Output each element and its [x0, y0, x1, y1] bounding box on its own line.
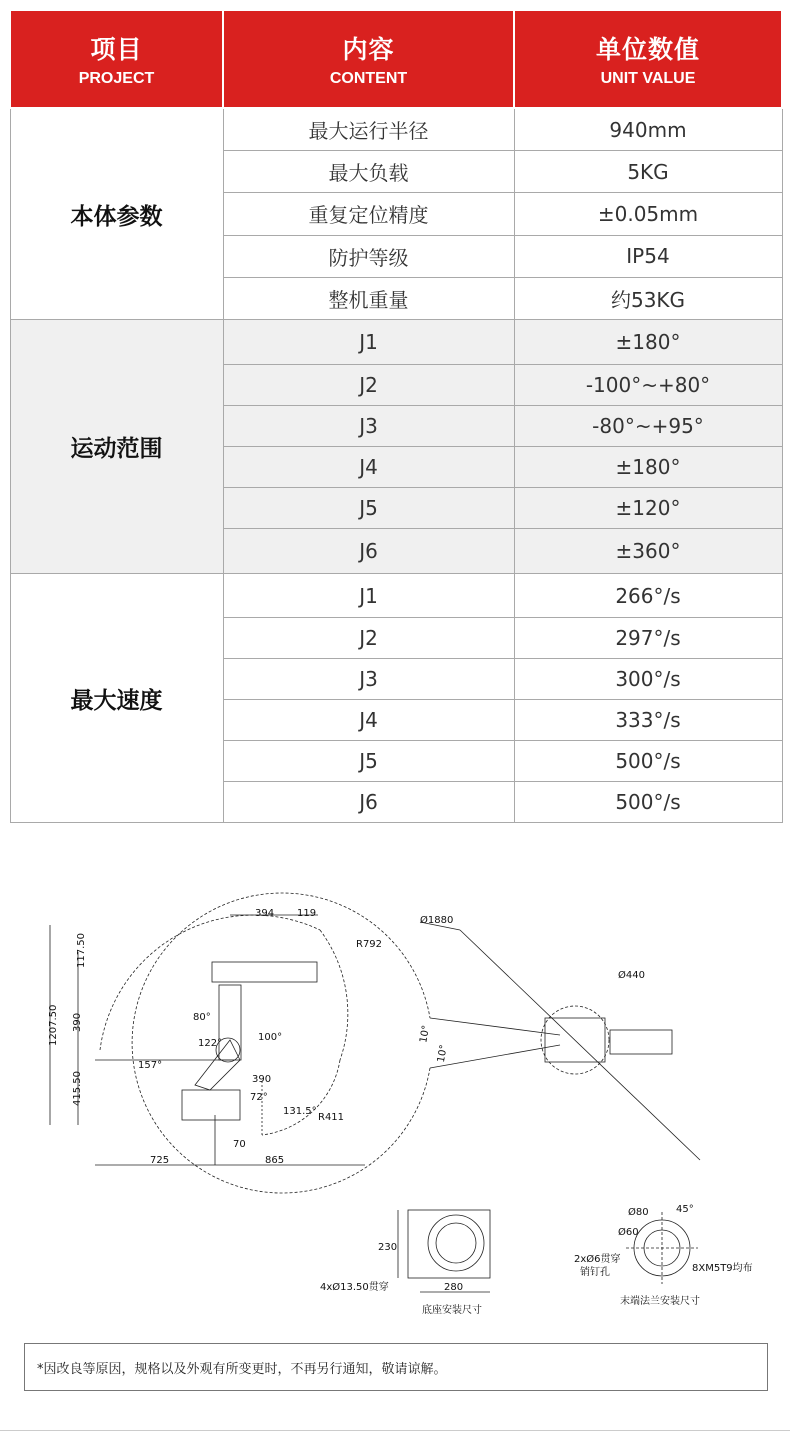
angle-80: 80° [193, 1012, 211, 1023]
dim-280: 280 [444, 1282, 464, 1293]
row-item: 重复定位精度 [223, 193, 514, 235]
category-motion-range: 运动范围 [10, 320, 223, 574]
angle-131: 131.5° [283, 1106, 317, 1117]
reach-arc [100, 915, 320, 1050]
base-caption: 底座安装尺寸 [422, 1305, 482, 1316]
row-item: J4 [223, 700, 514, 741]
flange-d60: Ø60 [618, 1227, 639, 1238]
header-project [10, 10, 223, 108]
flange-thread-note: 8XM5T9均布 [692, 1263, 753, 1274]
table-row [10, 108, 782, 151]
header-value-zh: 单位数值 [595, 35, 700, 64]
limit-line-upper [430, 1018, 560, 1035]
dim-r411: R411 [318, 1112, 345, 1123]
dim-230: 230 [378, 1242, 398, 1253]
header-content [223, 10, 514, 108]
base-mount-drawing [398, 1210, 490, 1292]
row-value: IP54 [514, 235, 782, 277]
angle-10-upper: 10° [418, 1024, 433, 1044]
row-value: 940mm [514, 108, 782, 151]
row-value: 333°/s [514, 700, 782, 741]
row-value: 500°/s [514, 782, 782, 823]
row-item: J4 [223, 447, 514, 488]
dim-390h: 390 [252, 1074, 272, 1085]
angle-100: 100° [258, 1032, 283, 1043]
row-item: 最大负载 [223, 151, 514, 193]
angle-10-lower: 10° [435, 1043, 450, 1064]
row-value: 266°/s [514, 574, 782, 618]
dim-119: 119 [297, 908, 317, 919]
row-item: J2 [223, 365, 514, 406]
header-value-en: UNIT VALUE [600, 70, 696, 87]
dim-390v: 390 [72, 1012, 83, 1032]
diameter-line [460, 930, 700, 1160]
flange-pin-note: 2xØ6贯穿 [574, 1254, 621, 1265]
row-item: J3 [223, 406, 514, 447]
row-item: J5 [223, 488, 514, 529]
workspace-circle [132, 893, 433, 1193]
dim-394: 394 [255, 908, 275, 919]
reach-arc-right [320, 930, 348, 1060]
table-header-row [10, 10, 782, 108]
row-value: -80°~+95° [514, 406, 782, 447]
row-value: ±180° [514, 447, 782, 488]
angle-157: 157° [138, 1060, 163, 1071]
row-value: ±120° [514, 488, 782, 529]
row-value: 300°/s [514, 659, 782, 700]
robot-base [182, 1090, 240, 1120]
row-item: J1 [223, 574, 514, 618]
limit-line-lower [430, 1045, 560, 1068]
row-item: 最大运行半径 [223, 108, 514, 151]
row-value: 约53KG [514, 277, 782, 319]
robot-upper-arm [219, 985, 241, 1060]
dim-r792: R792 [356, 939, 383, 950]
category-body-params: 本体参数 [10, 108, 223, 320]
header-project-zh: 项目 [90, 35, 143, 64]
dim-725: 725 [150, 1155, 170, 1166]
spec-table-container [9, 9, 781, 823]
row-item: J5 [223, 741, 514, 782]
disclaimer-note: *因改良等原因，规格以及外观有所变更时，不再另行通知，敬请谅解。 [24, 1343, 768, 1391]
angle-72: 72° [250, 1092, 268, 1103]
row-value: 500°/s [514, 741, 782, 782]
row-item: J6 [223, 782, 514, 823]
row-value: ±360° [514, 529, 782, 574]
robot-top-arm [610, 1030, 672, 1054]
row-item: 整机重量 [223, 277, 514, 319]
table-row [10, 574, 782, 618]
dim-70: 70 [233, 1139, 246, 1150]
row-item: 防护等级 [223, 235, 514, 277]
flange-caption: 末端法兰安装尺寸 [620, 1296, 700, 1307]
flange-d80: Ø80 [628, 1207, 649, 1218]
flange-angle-45: 45° [676, 1204, 694, 1215]
row-item: J6 [223, 529, 514, 574]
dim-440: Ø440 [618, 970, 645, 981]
robot-forearm [212, 962, 317, 982]
table-row [10, 320, 782, 365]
row-value: 297°/s [514, 618, 782, 659]
header-project-en: PROJECT [78, 70, 155, 87]
dim-415: 415.50 [72, 1071, 83, 1106]
dim-865: 865 [265, 1155, 285, 1166]
row-value: ±180° [514, 320, 782, 365]
dim-1207: 1207.50 [48, 1004, 59, 1046]
angle-122: 122° [198, 1038, 223, 1049]
spec-table [9, 9, 783, 823]
base-plate [408, 1210, 490, 1278]
row-item: J2 [223, 618, 514, 659]
flange-pin-note-2: 销钉孔 [580, 1267, 610, 1278]
flange-drawing [626, 1212, 698, 1284]
base-inner-circle [436, 1223, 476, 1263]
technical-drawings [0, 880, 790, 1320]
row-value: 5KG [514, 151, 782, 193]
row-value: ±0.05mm [514, 193, 782, 235]
dim-117: 117.50 [76, 933, 87, 968]
row-item: J1 [223, 320, 514, 365]
category-max-speed: 最大速度 [10, 574, 223, 823]
base-holes-note: 4xØ13.50贯穿 [320, 1282, 389, 1293]
bottom-divider [0, 1430, 790, 1431]
row-value: -100°~+80° [514, 365, 782, 406]
header-value [514, 10, 782, 108]
row-item: J3 [223, 659, 514, 700]
header-content-en: CONTENT [329, 70, 408, 87]
dim-1880: Ø1880 [420, 915, 454, 926]
reach-arc-lower [262, 1060, 340, 1135]
header-content-zh: 内容 [342, 35, 395, 64]
